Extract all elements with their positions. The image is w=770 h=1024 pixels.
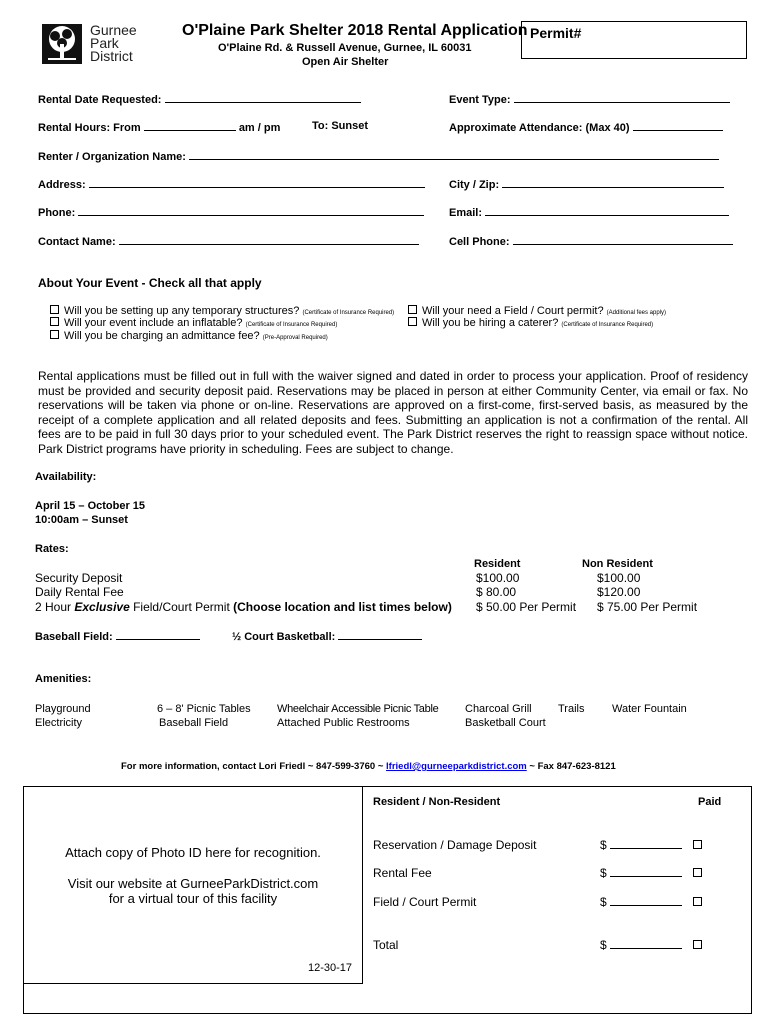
- event-type-field[interactable]: [449, 92, 730, 106]
- rates-col-nonresident: Non Resident: [582, 558, 653, 570]
- shelter-address: O'Plaine Rd. & Russell Avenue, Gurnee, IL 60031: [218, 42, 472, 54]
- permit-fee-amount-field[interactable]: $: [600, 895, 707, 909]
- rate-daily-rental-nonresident: $120.00: [597, 585, 641, 599]
- attendance-label: Approximate Attendance: (Max 40): [449, 122, 630, 134]
- checkbox-icon[interactable]: [693, 840, 702, 849]
- permit-fee-label: Field / Court Permit: [373, 895, 477, 909]
- email-field[interactable]: [449, 205, 729, 219]
- city-zip-field[interactable]: [449, 177, 724, 191]
- permit-number-box[interactable]: [521, 21, 747, 59]
- checkbox-admittance-fee[interactable]: Will you be charging an admittance fee? (Pre-Approval Required): [50, 330, 328, 342]
- availability-dates: April 15 – October 15: [35, 500, 146, 512]
- about-event-heading: About Your Event - Check all that apply: [38, 276, 262, 290]
- checkbox-icon[interactable]: [693, 940, 702, 949]
- to-sunset-label: To: Sunset: [312, 120, 369, 132]
- contact-info-line: For more information, contact Lori Friedl ~ 847-599-3760 ~ lfriedl@gurneeparkdistrict.com ~ Fax 847-623-8121: [121, 761, 616, 772]
- rate-security-deposit-resident: $100.00: [476, 571, 520, 585]
- amenity-item: Attached Public Restrooms: [277, 717, 410, 729]
- renter-name-field[interactable]: [38, 149, 719, 163]
- checkbox-icon[interactable]: [408, 305, 417, 314]
- checkbox-icon[interactable]: [693, 868, 702, 877]
- contact-name-label: Contact Name:: [38, 236, 116, 248]
- phone-field[interactable]: [38, 205, 424, 219]
- amenity-item: Wheelchair Accessible Picnic Table: [277, 703, 439, 715]
- deposit-amount-field[interactable]: $: [600, 838, 707, 852]
- rate-daily-rental-resident: $ 80.00: [476, 585, 517, 599]
- amenity-item: Basketball Court: [465, 717, 546, 729]
- amenity-item: Baseball Field: [159, 717, 229, 729]
- availability-hours: 10:00am – Sunset: [35, 514, 128, 526]
- logo-line-3: District: [90, 48, 133, 64]
- amenity-item: Electricity: [35, 717, 83, 729]
- availability-heading: Availability:: [35, 471, 97, 483]
- rates-col-resident: Resident: [474, 558, 521, 570]
- contact-email-link[interactable]: lfriedl@gurneeparkdistrict.com: [386, 761, 527, 772]
- logo-line-2: Park: [90, 35, 119, 51]
- total-amount-field[interactable]: $: [600, 938, 707, 952]
- checkbox-icon[interactable]: [50, 317, 59, 326]
- office-use-box: [23, 786, 752, 1014]
- rental-date-label: Rental Date Requested:: [38, 94, 162, 106]
- renter-name-label: Renter / Organization Name:: [38, 151, 186, 163]
- phone-label: Phone:: [38, 207, 76, 219]
- checkbox-icon[interactable]: [50, 305, 59, 314]
- rate-field-court-permit-nonresident: $ 75.00 Per Permit: [597, 600, 698, 614]
- checkbox-caterer[interactable]: Will you be hiring a caterer? (Certificate of Insurance Required): [408, 317, 653, 329]
- rental-fee-amount-field[interactable]: $: [600, 866, 707, 880]
- logo-wordmark: [90, 24, 137, 63]
- checkbox-icon[interactable]: [408, 317, 417, 326]
- checkbox-icon[interactable]: [693, 897, 702, 906]
- page-title: O'Plaine Park Shelter 2018 Rental Application: [182, 22, 528, 39]
- rate-field-court-permit-resident: $ 50.00 Per Permit: [476, 600, 577, 614]
- amenity-item: Playground: [35, 703, 91, 715]
- address-label: Address:: [38, 179, 86, 191]
- rental-hours-label: Rental Hours: From: [38, 122, 141, 134]
- email-label: Email:: [449, 207, 483, 219]
- amenity-item: Water Fountain: [612, 703, 687, 715]
- checkbox-inflatable[interactable]: Will your event include an inflatable? (Certificate of Insurance Required): [50, 317, 337, 329]
- checkbox-temporary-structures[interactable]: Will you be setting up any temporary structures? (Certificate of Insurance Required): [50, 305, 394, 317]
- form-date-code: 12-30-17: [308, 962, 353, 974]
- deposit-label: Reservation / Damage Deposit: [373, 838, 537, 852]
- amenity-item: Charcoal Grill: [465, 703, 532, 715]
- rate-field-court-permit-label: 2 Hour Exclusive Field/Court Permit (Choose location and list times below): [35, 600, 452, 614]
- am-pm-label: am / pm: [238, 122, 281, 134]
- checkbox-field-court-permit[interactable]: Will your need a Field / Court permit? (Additional fees apply): [408, 305, 666, 317]
- total-label: Total: [373, 938, 399, 952]
- contact-name-field[interactable]: [38, 234, 419, 248]
- checkbox-icon[interactable]: [50, 330, 59, 339]
- rental-fee-label: Rental Fee: [373, 866, 432, 880]
- cell-phone-label: Cell Phone:: [449, 236, 510, 248]
- basketball-court-input[interactable]: [232, 629, 422, 643]
- photo-id-instruction: Attach copy of Photo ID here for recognition.: [65, 845, 321, 860]
- cell-phone-field[interactable]: [449, 234, 733, 248]
- rates-heading: Rates:: [35, 543, 69, 555]
- rental-hours-field[interactable]: [38, 120, 280, 134]
- rate-security-deposit-nonresident: $100.00: [597, 571, 641, 585]
- permit-label: Permit#: [530, 25, 582, 41]
- amenity-item: 6 – 8' Picnic Tables: [157, 703, 251, 715]
- paid-label: Paid: [698, 796, 722, 808]
- rate-security-deposit-label: Security Deposit: [35, 571, 123, 585]
- shelter-subtitle: Open Air Shelter: [302, 56, 389, 68]
- basketball-court-label: ½ Court Basketball:: [232, 631, 336, 643]
- website-note: Visit our website at GurneeParkDistrict.com for a virtual tour of this facility: [67, 876, 319, 906]
- photo-id-area[interactable]: [24, 787, 363, 984]
- baseball-field-input[interactable]: [35, 629, 200, 643]
- address-field[interactable]: [38, 177, 425, 191]
- baseball-field-label: Baseball Field:: [35, 631, 113, 643]
- amenity-item: Trails: [558, 703, 585, 715]
- residency-label: Resident / Non-Resident: [373, 796, 501, 808]
- amenities-heading: Amenities:: [35, 673, 92, 685]
- logo-line-1: Gurnee: [90, 22, 137, 38]
- rental-policy-paragraph: Rental applications must be filled out in full with the waiver signed and dated in order to process your application. Proof of residency must be provided and security deposit paid. Reservations may be placed in person at either Community Center, via email or fax. No reservations will be taken via phone or on-line. Reservations are approved on a first-come, first-served basis, as measured by the receipt of a complete application and all related deposits and fees. Submitting an application is not a confirmation of the rental. All fees are to be paid in full 30 days prior to your scheduled event. The Park District reserves the right to reassign space without notice. Park District programs have priority in scheduling. Fees are subject to change.: [38, 369, 748, 456]
- rental-date-field[interactable]: [38, 92, 361, 106]
- attendance-field[interactable]: [449, 120, 723, 134]
- rate-daily-rental-label: Daily Rental Fee: [35, 585, 124, 599]
- event-type-label: Event Type:: [449, 94, 511, 106]
- city-zip-label: City / Zip:: [449, 179, 500, 191]
